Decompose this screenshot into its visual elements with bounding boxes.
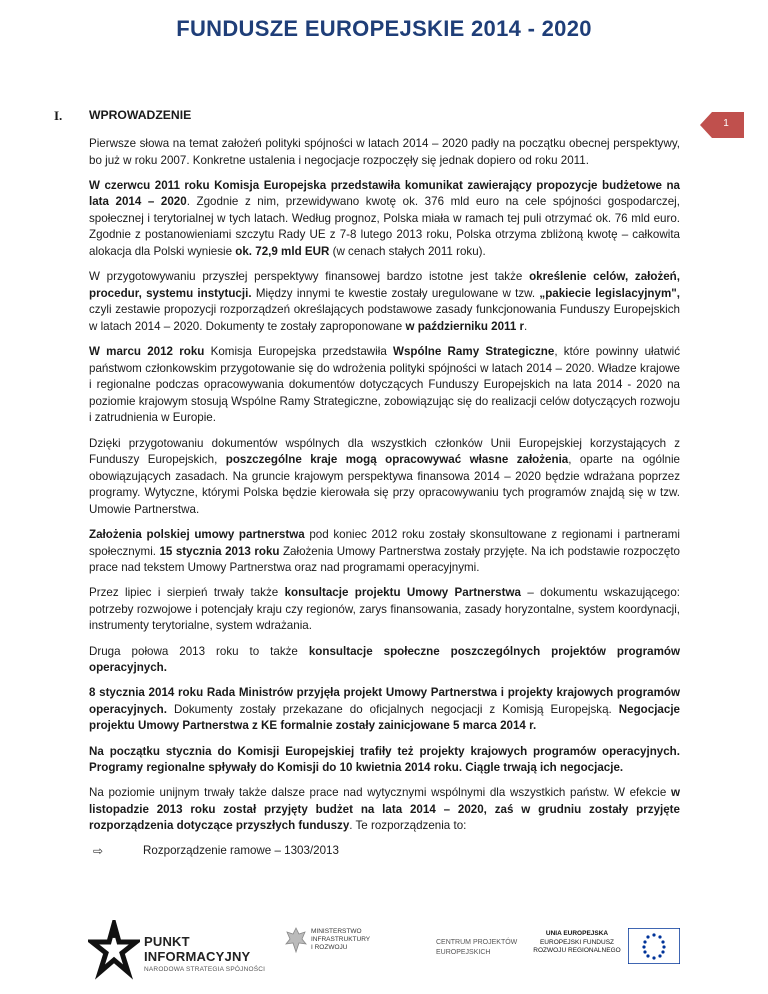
- eagle-emblem-icon: [285, 926, 307, 954]
- punkt-informacyjny-logo: PUNKT INFORMACYJNY NARODOWA STRATEGIA SPÓJNOŚCI: [88, 920, 278, 980]
- centrum-projektow-logo: CENTRUM PROJEKTÓW EUROPEJSKICH: [436, 939, 518, 956]
- page-number: 1: [723, 118, 729, 129]
- paragraph: W przygotowywaniu przyszłej perspektywy finansowej bardzo istotne jest także określenie celów, założeń, procedur, systemu instytucji. Między innymi te kwestie zostały uregulowane w tzw. „pakiecie legislacyjnym", czyli zestawie propozycji rozporządzeń określających podstawowe zasady funkcjonowania Funduszy Europejskich w latach 2014 – 2020. Dokumenty te zostały zaproponowane w październiku 2011 r.: [89, 270, 680, 333]
- page-number-marker: [700, 112, 744, 138]
- paragraph: Na początku stycznia do Komisji Europejskiej trafiły też projekty krajowych programów operacyjnych. Programy regionalne spływały do Komisji do 10 kwietnia 2014 roku. Ciągle trwają ich negocjacje.: [89, 744, 680, 775]
- document-title: FUNDUSZE EUROPEJSKIE 2014 - 2020: [176, 16, 592, 41]
- arrow-right-icon: ⇨: [93, 844, 104, 859]
- paragraph: Założenia polskiej umowy partnerstwa pod koniec 2012 roku zostały skonsultowane z regionami i partnerami społecznymi. 15 stycznia 2013 roku Założenia Umowy Partnerstwa zostały przyjęte. Na ich podstawie rozpoczęto prace nad tekstem Umowy Partnerstwa oraz nad programami operacyjnymi.: [89, 527, 680, 575]
- paragraph: Pierwsze słowa na temat założeń polityki spójności w latach 2014 – 2020 padły na początku obecnej perspektywy, bo już w roku 2007. Konkretne ustalenia i negocjacje rozpoczęły się jednak dopiero od roku 2011.: [89, 137, 680, 167]
- paragraph: W czerwcu 2011 roku Komisja Europejska przedstawiła komunikat zawierający propozycje budżetowe na lata 2014 – 2020. Zgodnie z nim, przewidywano kwotę ok. 376 mld euro na cele spójności gospodarczej, społecznej i terytorialnej w tych latach. Według prognoz, Polska miała w ramach tej puli otrzymać ok. 76 mld euro. Zgodnie z postanowieniami szczytu Rady UE z 7-8 lutego 2013 roku, Polska otrzyma zbliżoną kwotę – całkowita alokacja dla Polski wyniesie ok. 72,9 mld EUR (w cenach stałych 2011 roku).: [89, 178, 680, 259]
- document-body: [89, 136, 680, 860]
- paragraph: Druga połowa 2013 roku to także konsultacje społeczne poszczególnych projektów programów operacyjnych.: [89, 644, 681, 675]
- paragraph: Na poziomie unijnym trwały także dalsze prace nad wytycznymi wspólnymi dla wszystkich państw. W efekcie w listopadzie 2013 roku został przyjęty budżet na lata 2014 – 2020, zaś w grudniu zostały przyjęte rozporządzenia dotyczące przyszłych funduszy. Te rozporządzenia to:: [89, 786, 680, 833]
- paragraph: Przez lipiec i sierpień trwały także konsultacje projektu Umowy Partnerstwa – dokumentu wskazującego: potrzeby rozwojowe i potencjały kraju czy regionów, zarys finansowania, zasady horyzontalne, system koordynacji, instrumenty terytorialne, system wdrażania.: [89, 586, 680, 633]
- footer-logos: [0, 920, 768, 994]
- list-item: ⇨ Rozporządzenie ramowe – 1303/2013: [93, 844, 339, 859]
- unia-europejska-logo: UNIA EUROPEJSKA EUROPEJSKI FUNDUSZ ROZWOJU REGIONALNEGO: [540, 926, 680, 980]
- section-title: WPROWADZENIE: [89, 108, 192, 122]
- eu-flag-icon: [628, 928, 680, 964]
- paragraph: W marcu 2012 roku Komisja Europejska przedstawiła Wspólne Ramy Strategiczne, które powinny ułatwić państwom członkowskim przygotowanie się do wdrożenia polityki spójności w latach 2014 – 2020. Władze krajowe i regionalne podczas opracowywania dokumentów dotyczących Funduszy Europejskich na lata 2014 - 2020 na poziomie krajowym stosują Wspólne Ramy Strategiczne, zobowiązując się do realizacji celów dotyczących rozwoju i zatrudnienia w Europie.: [89, 345, 681, 425]
- section-number: I.: [54, 108, 63, 123]
- paragraph: Dzięki przygotowaniu dokumentów wspólnych dla wszystkich członków Unii Europejskiej korzystających z Funduszy Europejskich, poszczególne kraje mogą opracowywać własne założenia, oparte na ogólnie obowiązujących zasadach. Na gruncie krajowym perspektywa finansowa 2014 – 2020 będzie wdrażana poprzez programy. Wytyczne, którymi Polska będzie kierowała się przy opracowywaniu tych programów znajdą się w tzw. Umowie Partnerstwa.: [89, 436, 680, 516]
- star-figure-icon: [88, 920, 140, 980]
- ministerstwo-logo: MINISTERSTWO INFRASTRUKTURY I ROZWOJU: [285, 926, 415, 978]
- paragraph: 8 stycznia 2014 roku Rada Ministrów przyjęła projekt Umowy Partnerstwa i projekty krajowych programów operacyjnych. Dokumenty zostały przekazane do oficjalnych negocjacji z Komisją Europejską. Negocjacje projektu Umowy Partnerstwa z KE formalnie zostały zainicjowane 5 marca 2014 r.: [89, 686, 680, 733]
